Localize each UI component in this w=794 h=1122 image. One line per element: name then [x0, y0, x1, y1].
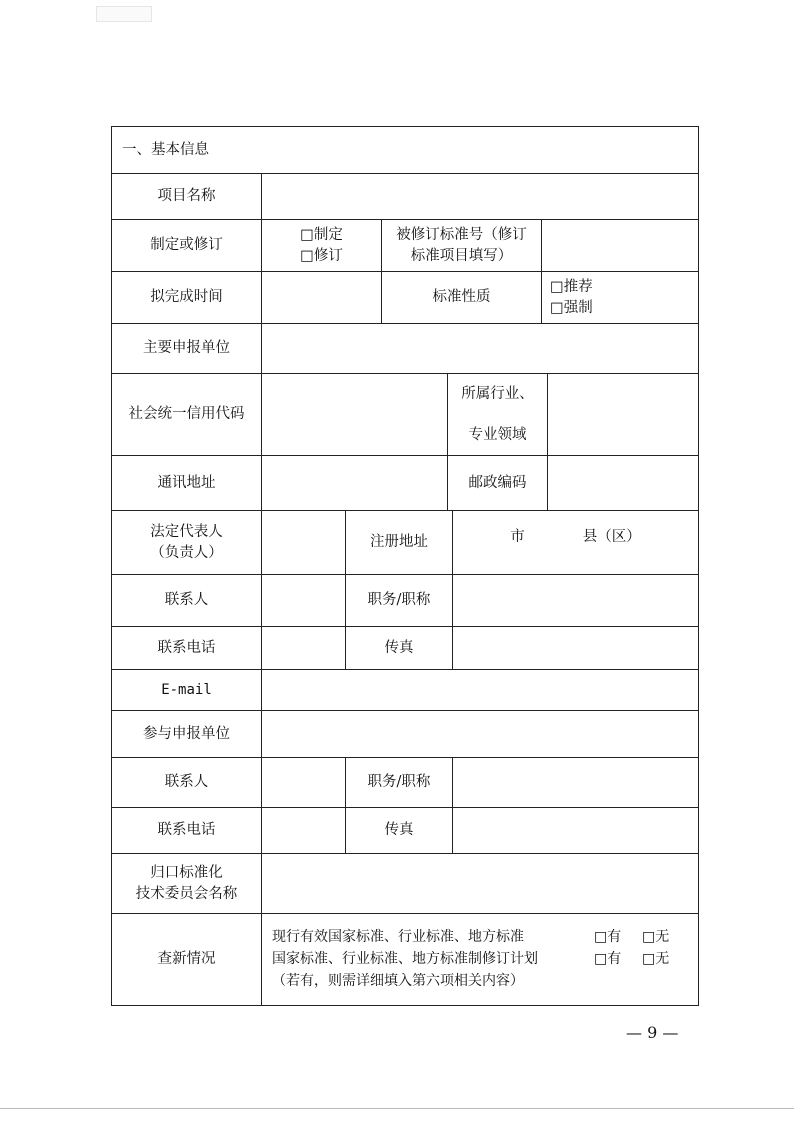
label-revision-type: [112, 220, 262, 272]
label-text: E-mail: [161, 681, 212, 698]
label-position-2: [346, 758, 453, 808]
label-participating-unit: [112, 711, 262, 758]
label-completion-time: [112, 272, 262, 324]
field-project-name[interactable]: [262, 174, 698, 220]
label-committee: [112, 854, 262, 914]
section-title: [112, 127, 698, 174]
label-text: 法定代表人: [150, 523, 223, 540]
label-contact: [112, 575, 262, 627]
scan-mark: [96, 6, 152, 22]
checkbox-revise[interactable]: □修订: [300, 247, 343, 264]
field-email[interactable]: [262, 670, 698, 711]
field-legal-rep[interactable]: [262, 511, 346, 575]
label-text: 注册地址: [370, 534, 428, 550]
field-phone[interactable]: [262, 627, 346, 670]
section-title-text: 一、基本信息: [122, 141, 209, 158]
label-text: 制定或修订: [150, 237, 223, 253]
label-reg-address: [346, 511, 453, 575]
field-std-nature[interactable]: [542, 272, 698, 324]
field-participating-unit[interactable]: [262, 711, 698, 758]
field-address[interactable]: [262, 456, 448, 511]
label-text: 邮政编码: [468, 474, 527, 491]
scan-edge-line: [0, 1108, 794, 1109]
field-position-2[interactable]: [453, 758, 698, 808]
label-legal-rep: [112, 511, 262, 575]
checkbox-formulate[interactable]: □制定: [300, 226, 343, 243]
label-phone-2: [112, 808, 262, 854]
label-email: [112, 670, 262, 711]
label-text: 项目名称: [157, 188, 216, 204]
field-credit-code[interactable]: [262, 374, 448, 456]
label-position: [346, 575, 453, 627]
label-novelty-check: [112, 914, 262, 1005]
label-text: 被修订标准号（修订: [396, 226, 527, 243]
label-revised-std-no: [382, 220, 542, 272]
checkbox-standards-no[interactable]: □无: [642, 929, 670, 945]
label-text: 联系电话: [157, 822, 216, 838]
basic-info-table: [111, 126, 699, 1006]
field-fax-2[interactable]: [453, 808, 698, 854]
label-text: 标准性质: [432, 289, 491, 305]
label-text: 主要申报单位: [143, 340, 230, 356]
label-contact-2: [112, 758, 262, 808]
label-text: 联系人: [164, 592, 209, 608]
label-text: 联系人: [164, 774, 209, 790]
label-text: 查新情况: [157, 951, 216, 967]
field-novelty-check: [262, 914, 698, 1005]
label-text: （负责人）: [150, 544, 223, 561]
label-postcode: [448, 456, 548, 511]
checkbox-standards-yes[interactable]: □有: [594, 929, 622, 945]
field-revised-std-no[interactable]: [542, 220, 698, 272]
field-committee[interactable]: [262, 854, 698, 914]
novelty-note: （若有，则需详细填入第六项相关内容）: [272, 973, 524, 989]
page-number: — 9 —: [626, 1023, 679, 1042]
label-text: 联系电话: [157, 639, 216, 656]
checkbox-recommended[interactable]: □推荐: [550, 278, 593, 295]
field-industry[interactable]: [548, 374, 698, 456]
label-text: 所属行业、: [461, 385, 534, 402]
field-phone-2[interactable]: [262, 808, 346, 854]
label-text: 归口标准化: [150, 864, 223, 881]
label-text: 传真: [384, 639, 414, 656]
novelty-line-plans: 国家标准、行业标准、地方标准制修订计划: [272, 951, 538, 967]
field-contact-2[interactable]: [262, 758, 346, 808]
field-main-unit[interactable]: [262, 324, 698, 374]
county-suffix: 县（区）: [582, 529, 641, 545]
checkbox-plans-no[interactable]: □无: [642, 951, 670, 967]
label-main-unit: [112, 324, 262, 374]
label-text: 传真: [384, 822, 414, 838]
checkbox-mandatory[interactable]: □强制: [550, 299, 593, 316]
field-fax[interactable]: [453, 627, 698, 670]
label-text: 拟完成时间: [150, 289, 223, 305]
label-text: 标准项目填写）: [410, 247, 513, 264]
field-completion-time[interactable]: [262, 272, 382, 324]
label-text: 社会统一信用代码: [128, 406, 245, 422]
field-position[interactable]: [453, 575, 698, 627]
field-postcode[interactable]: [548, 456, 698, 511]
label-fax: [346, 627, 453, 670]
novelty-line-standards: 现行有效国家标准、行业标准、地方标准: [272, 929, 524, 945]
label-fax-2: [346, 808, 453, 854]
label-std-nature: [382, 272, 542, 324]
label-text: 参与申报单位: [143, 725, 230, 742]
checkbox-plans-yes[interactable]: □有: [594, 951, 622, 967]
label-text: 职务/职称: [367, 774, 431, 790]
field-contact[interactable]: [262, 575, 346, 627]
label-project-name: [112, 174, 262, 220]
field-reg-address[interactable]: [453, 511, 698, 575]
label-address: [112, 456, 262, 511]
label-text: 技术委员会名称: [135, 885, 238, 902]
label-industry: [448, 374, 548, 456]
field-revision-type[interactable]: [262, 220, 382, 272]
label-phone: [112, 627, 262, 670]
label-text: 通讯地址: [157, 474, 216, 491]
label-text: 专业领域: [468, 426, 527, 443]
label-credit-code: [112, 374, 262, 456]
city-suffix: 市: [510, 529, 525, 545]
label-text: 职务/职称: [367, 592, 431, 608]
